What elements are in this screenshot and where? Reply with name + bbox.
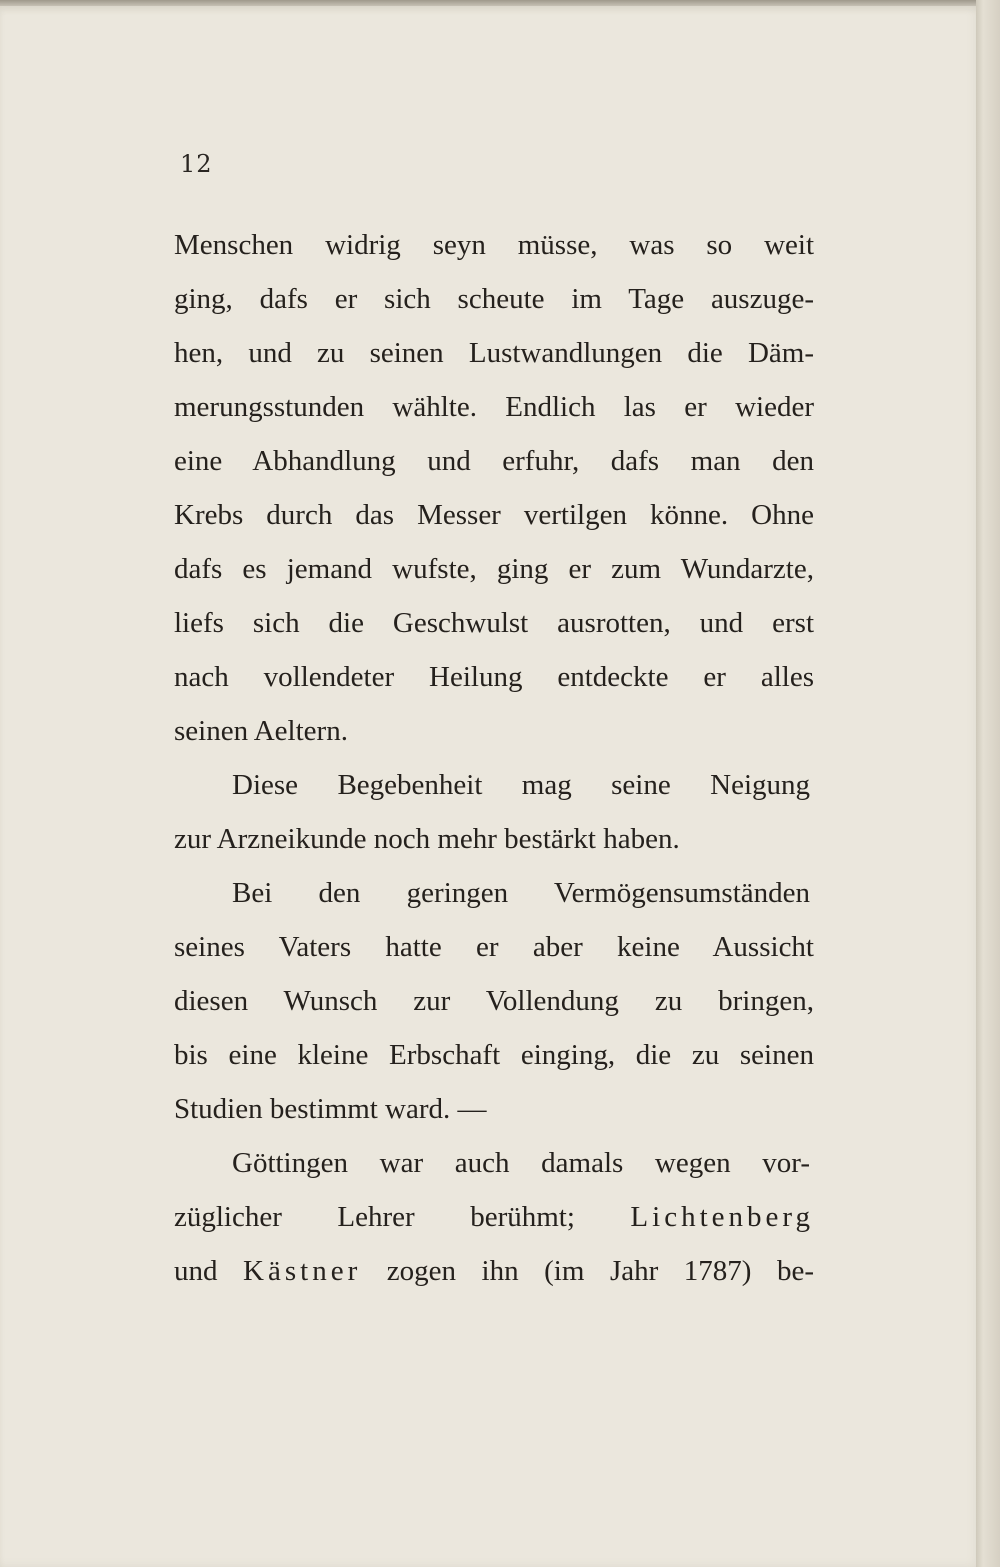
spaced-name: Kästner — [243, 1255, 362, 1287]
text-line: merungsstunden wählte. Endlich las er wieder — [174, 391, 814, 423]
paragraph-start-line: Bei den geringen Vermögensumständen — [232, 877, 810, 909]
page-number: 12 — [180, 150, 213, 178]
page-right-edge — [976, 0, 1000, 1567]
text-line — [174, 1251, 814, 1291]
text-line: dafs es jemand wufste, ging er zum Wundarzte, — [174, 553, 814, 585]
text-line: ging, dafs er sich scheute im Tage auszuge- — [174, 283, 814, 315]
text-line: hen, und zu seinen Lustwandlungen die Däm- — [174, 337, 814, 369]
line-text: züglicher Lehrer berühmt; — [174, 1201, 631, 1233]
text-line: bis eine kleine Erbschaft einging, die zu seinen — [174, 1039, 814, 1071]
text-line: Krebs durch das Messer vertilgen könne. Ohne — [174, 499, 814, 531]
paragraph-start-line: Diese Begebenheit mag seine Neigung — [232, 769, 810, 801]
text-line: seinen Aeltern. — [174, 715, 348, 747]
text-line: liefs sich die Geschwulst ausrotten, und erst — [174, 607, 814, 639]
text-line: eine Abhandlung und erfuhr, dafs man den — [174, 445, 814, 477]
text-line: Menschen widrig seyn müsse, was so weit — [174, 229, 814, 261]
line-text: zogen ihn (im Jahr 1787) be- — [361, 1255, 815, 1287]
text-line: diesen Wunsch zur Vollendung zu bringen, — [174, 985, 814, 1017]
text-line: nach vollendeter Heilung entdeckte er alles — [174, 661, 814, 693]
text-line — [174, 1197, 814, 1237]
text-line: Studien bestimmt ward. — — [174, 1093, 487, 1125]
text-line: seines Vaters hatte er aber keine Aussicht — [174, 931, 814, 963]
text-line: zur Arzneikunde noch mehr bestärkt haben. — [174, 823, 680, 855]
line-text: und — [174, 1255, 244, 1287]
spaced-name: Lichtenberg — [630, 1201, 814, 1233]
paragraph-start-line: Göttingen war auch damals wegen vor- — [232, 1147, 810, 1179]
